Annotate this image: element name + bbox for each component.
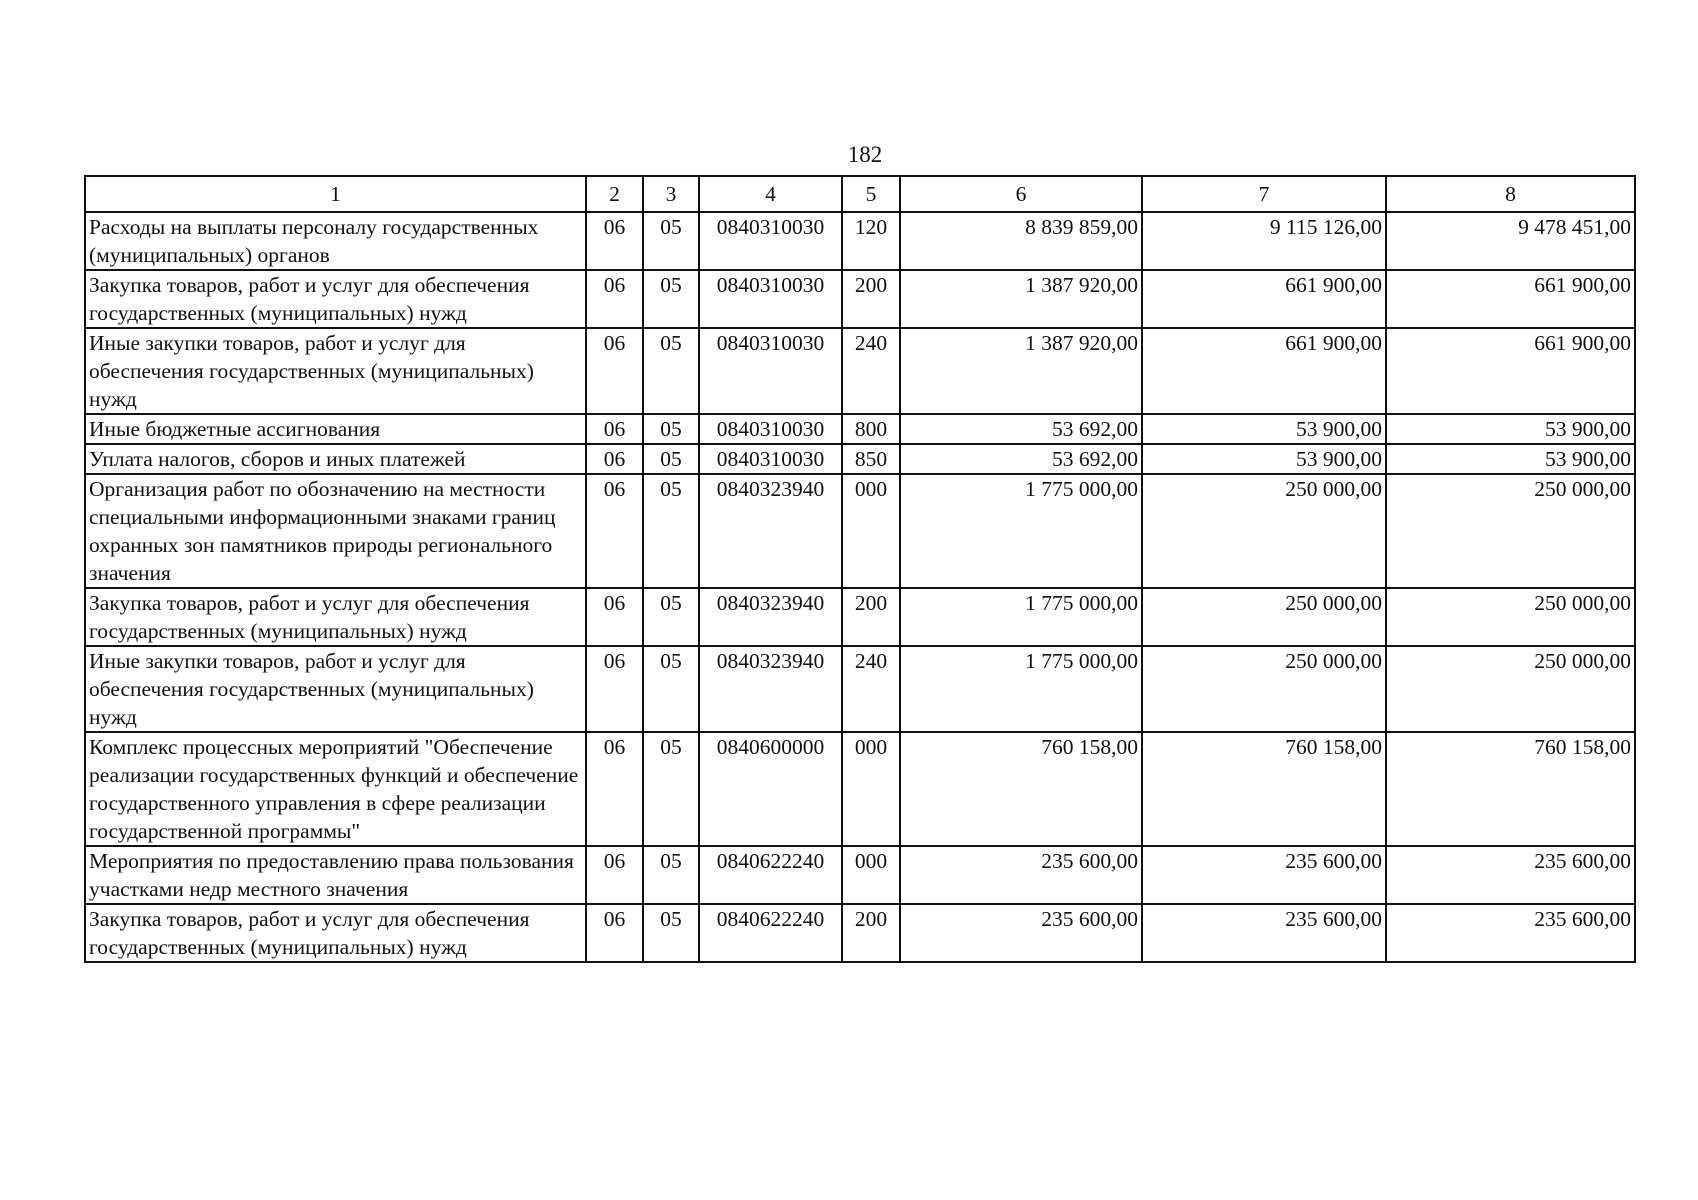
column-header: 3 [643,176,699,212]
amount-col-7: 250 000,00 [1142,588,1386,646]
expense-name: Иные закупки товаров, работ и услуг для обеспечения государственных (муниципальных) нужд [85,328,586,414]
target-article-code: 0840323940 [699,646,842,732]
amount-col-7: 661 900,00 [1142,270,1386,328]
target-article-code: 0840600000 [699,732,842,846]
section-code: 06 [586,732,643,846]
section-code: 06 [586,474,643,588]
table-row [85,588,1635,646]
amount-col-8: 53 900,00 [1386,444,1635,474]
column-header: 8 [1386,176,1635,212]
table-row [85,732,1635,846]
expense-type-code: 800 [842,414,900,444]
column-header: 1 [85,176,586,212]
table-row [85,270,1635,328]
section-code: 06 [586,212,643,270]
subsection-code: 05 [643,212,699,270]
amount-col-8: 53 900,00 [1386,414,1635,444]
amount-col-7: 53 900,00 [1142,414,1386,444]
target-article-code: 0840310030 [699,270,842,328]
amount-col-7: 235 600,00 [1142,846,1386,904]
amount-col-8: 250 000,00 [1386,588,1635,646]
column-header: 6 [900,176,1142,212]
expense-name: Мероприятия по предоставлению права пользования участками недр местного значения [85,846,586,904]
amount-col-8: 235 600,00 [1386,846,1635,904]
amount-col-6: 53 692,00 [900,414,1142,444]
amount-col-8: 9 478 451,00 [1386,212,1635,270]
expense-type-code: 200 [842,904,900,962]
amount-col-8: 250 000,00 [1386,474,1635,588]
amount-col-6: 1 775 000,00 [900,588,1142,646]
expense-name: Комплекс процессных мероприятий "Обеспечение реализации государственных функций и обеспечение государственного управления в сфере реализации государственной программы" [85,732,586,846]
column-header: 5 [842,176,900,212]
expense-name: Закупка товаров, работ и услуг для обеспечения государственных (муниципальных) нужд [85,270,586,328]
expense-name: Расходы на выплаты персоналу государственных (муниципальных) органов [85,212,586,270]
table-row [85,474,1635,588]
section-code: 06 [586,328,643,414]
expense-name: Закупка товаров, работ и услуг для обеспечения государственных (муниципальных) нужд [85,588,586,646]
table-row [85,646,1635,732]
expense-type-code: 850 [842,444,900,474]
subsection-code: 05 [643,904,699,962]
amount-col-6: 235 600,00 [900,846,1142,904]
subsection-code: 05 [643,732,699,846]
section-code: 06 [586,270,643,328]
page-number: 182 [847,142,883,167]
subsection-code: 05 [643,474,699,588]
amount-col-8: 760 158,00 [1386,732,1635,846]
expense-type-code: 000 [842,732,900,846]
target-article-code: 0840310030 [699,212,842,270]
amount-col-8: 661 900,00 [1386,328,1635,414]
section-code: 06 [586,846,643,904]
subsection-code: 05 [643,328,699,414]
expense-type-code: 200 [842,588,900,646]
amount-col-6: 1 775 000,00 [900,646,1142,732]
table-row [85,212,1635,270]
expense-name: Организация работ по обозначению на местности специальными информационными знаками границ охранных зон памятников природы регионального значения [85,474,586,588]
section-code: 06 [586,444,643,474]
amount-col-7: 235 600,00 [1142,904,1386,962]
amount-col-7: 250 000,00 [1142,646,1386,732]
subsection-code: 05 [643,588,699,646]
amount-col-6: 1 775 000,00 [900,474,1142,588]
table-row [85,328,1635,414]
amount-col-6: 53 692,00 [900,444,1142,474]
target-article-code: 0840310030 [699,414,842,444]
expense-name: Закупка товаров, работ и услуг для обеспечения государственных (муниципальных) нужд [85,904,586,962]
amount-col-6: 235 600,00 [900,904,1142,962]
target-article-code: 0840310030 [699,328,842,414]
budget-table [84,175,1636,963]
column-header: 2 [586,176,643,212]
amount-col-6: 1 387 920,00 [900,270,1142,328]
table-row [85,414,1635,444]
expense-type-code: 000 [842,846,900,904]
target-article-code: 0840622240 [699,904,842,962]
amount-col-7: 9 115 126,00 [1142,212,1386,270]
section-code: 06 [586,588,643,646]
amount-col-7: 661 900,00 [1142,328,1386,414]
subsection-code: 05 [643,444,699,474]
subsection-code: 05 [643,846,699,904]
expense-name: Иные закупки товаров, работ и услуг для обеспечения государственных (муниципальных) нужд [85,646,586,732]
table-row [85,846,1635,904]
target-article-code: 0840310030 [699,444,842,474]
amount-col-8: 661 900,00 [1386,270,1635,328]
amount-col-7: 53 900,00 [1142,444,1386,474]
column-header: 4 [699,176,842,212]
subsection-code: 05 [643,646,699,732]
table-header-row [85,176,1635,212]
table-row [85,904,1635,962]
section-code: 06 [586,414,643,444]
amount-col-8: 250 000,00 [1386,646,1635,732]
expense-type-code: 200 [842,270,900,328]
amount-col-7: 250 000,00 [1142,474,1386,588]
target-article-code: 0840323940 [699,474,842,588]
expense-type-code: 240 [842,328,900,414]
target-article-code: 0840622240 [699,846,842,904]
expense-name: Иные бюджетные ассигнования [85,414,586,444]
amount-col-6: 760 158,00 [900,732,1142,846]
expense-type-code: 120 [842,212,900,270]
expense-name: Уплата налогов, сборов и иных платежей [85,444,586,474]
expense-type-code: 000 [842,474,900,588]
expense-type-code: 240 [842,646,900,732]
subsection-code: 05 [643,414,699,444]
section-code: 06 [586,646,643,732]
table-row [85,444,1635,474]
target-article-code: 0840323940 [699,588,842,646]
amount-col-8: 235 600,00 [1386,904,1635,962]
subsection-code: 05 [643,270,699,328]
amount-col-6: 1 387 920,00 [900,328,1142,414]
column-header: 7 [1142,176,1386,212]
amount-col-6: 8 839 859,00 [900,212,1142,270]
section-code: 06 [586,904,643,962]
amount-col-7: 760 158,00 [1142,732,1386,846]
